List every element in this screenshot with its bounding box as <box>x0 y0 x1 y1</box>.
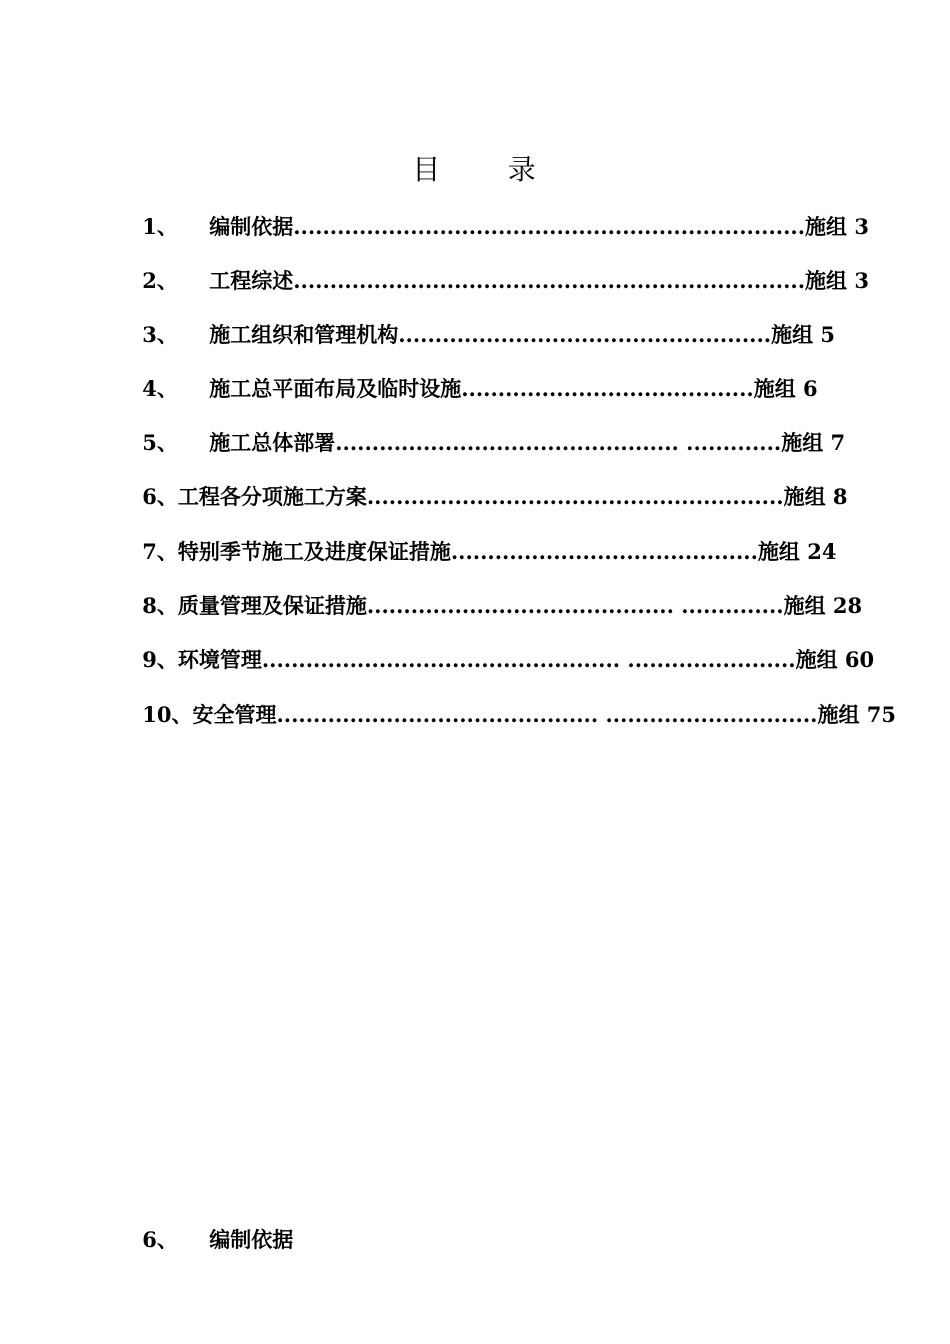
toc-entry-number: 1、 <box>142 214 178 239</box>
toc-entry-text: 8、质量管理及保证措施.......................................... ..............施组 28 <box>142 593 863 618</box>
toc-entry-number: 2、 <box>142 268 178 293</box>
toc-title: 目 录 <box>412 153 538 186</box>
toc-entry-text: 施工组织和管理机构...................................................施组 5 <box>209 322 836 347</box>
toc-entry-text: 施工总体部署............................................... .............施组 7 <box>209 430 846 455</box>
section-heading <box>113 1198 293 1282</box>
toc-entry-text: 7、特别季节施工及进度保证措施..........................................施组 24 <box>142 539 837 564</box>
toc-entry-number: 5、 <box>142 430 178 455</box>
toc-entry-text: 编制依据......................................................................施组 3 <box>209 214 869 239</box>
toc-entry-text: 9、环境管理................................................. .......................施组 60 <box>142 647 875 672</box>
section-number: 6、 <box>142 1227 178 1252</box>
toc-entry-text: 6、工程各分项施工方案.........................................................施组 8 <box>142 484 848 509</box>
toc-entry-text: 10、安全管理............................................ .............................施组 75 <box>142 702 897 727</box>
toc-entry[interactable] <box>113 673 896 757</box>
toc-entry-text: 施工总平面布局及临时设施........................................施组 6 <box>209 376 818 401</box>
toc-entry-text: 工程综述......................................................................施组 3 <box>209 268 869 293</box>
section-title: 编制依据 <box>209 1227 294 1252</box>
toc-entry-number: 4、 <box>142 376 178 401</box>
toc-entry-number: 3、 <box>142 322 178 347</box>
